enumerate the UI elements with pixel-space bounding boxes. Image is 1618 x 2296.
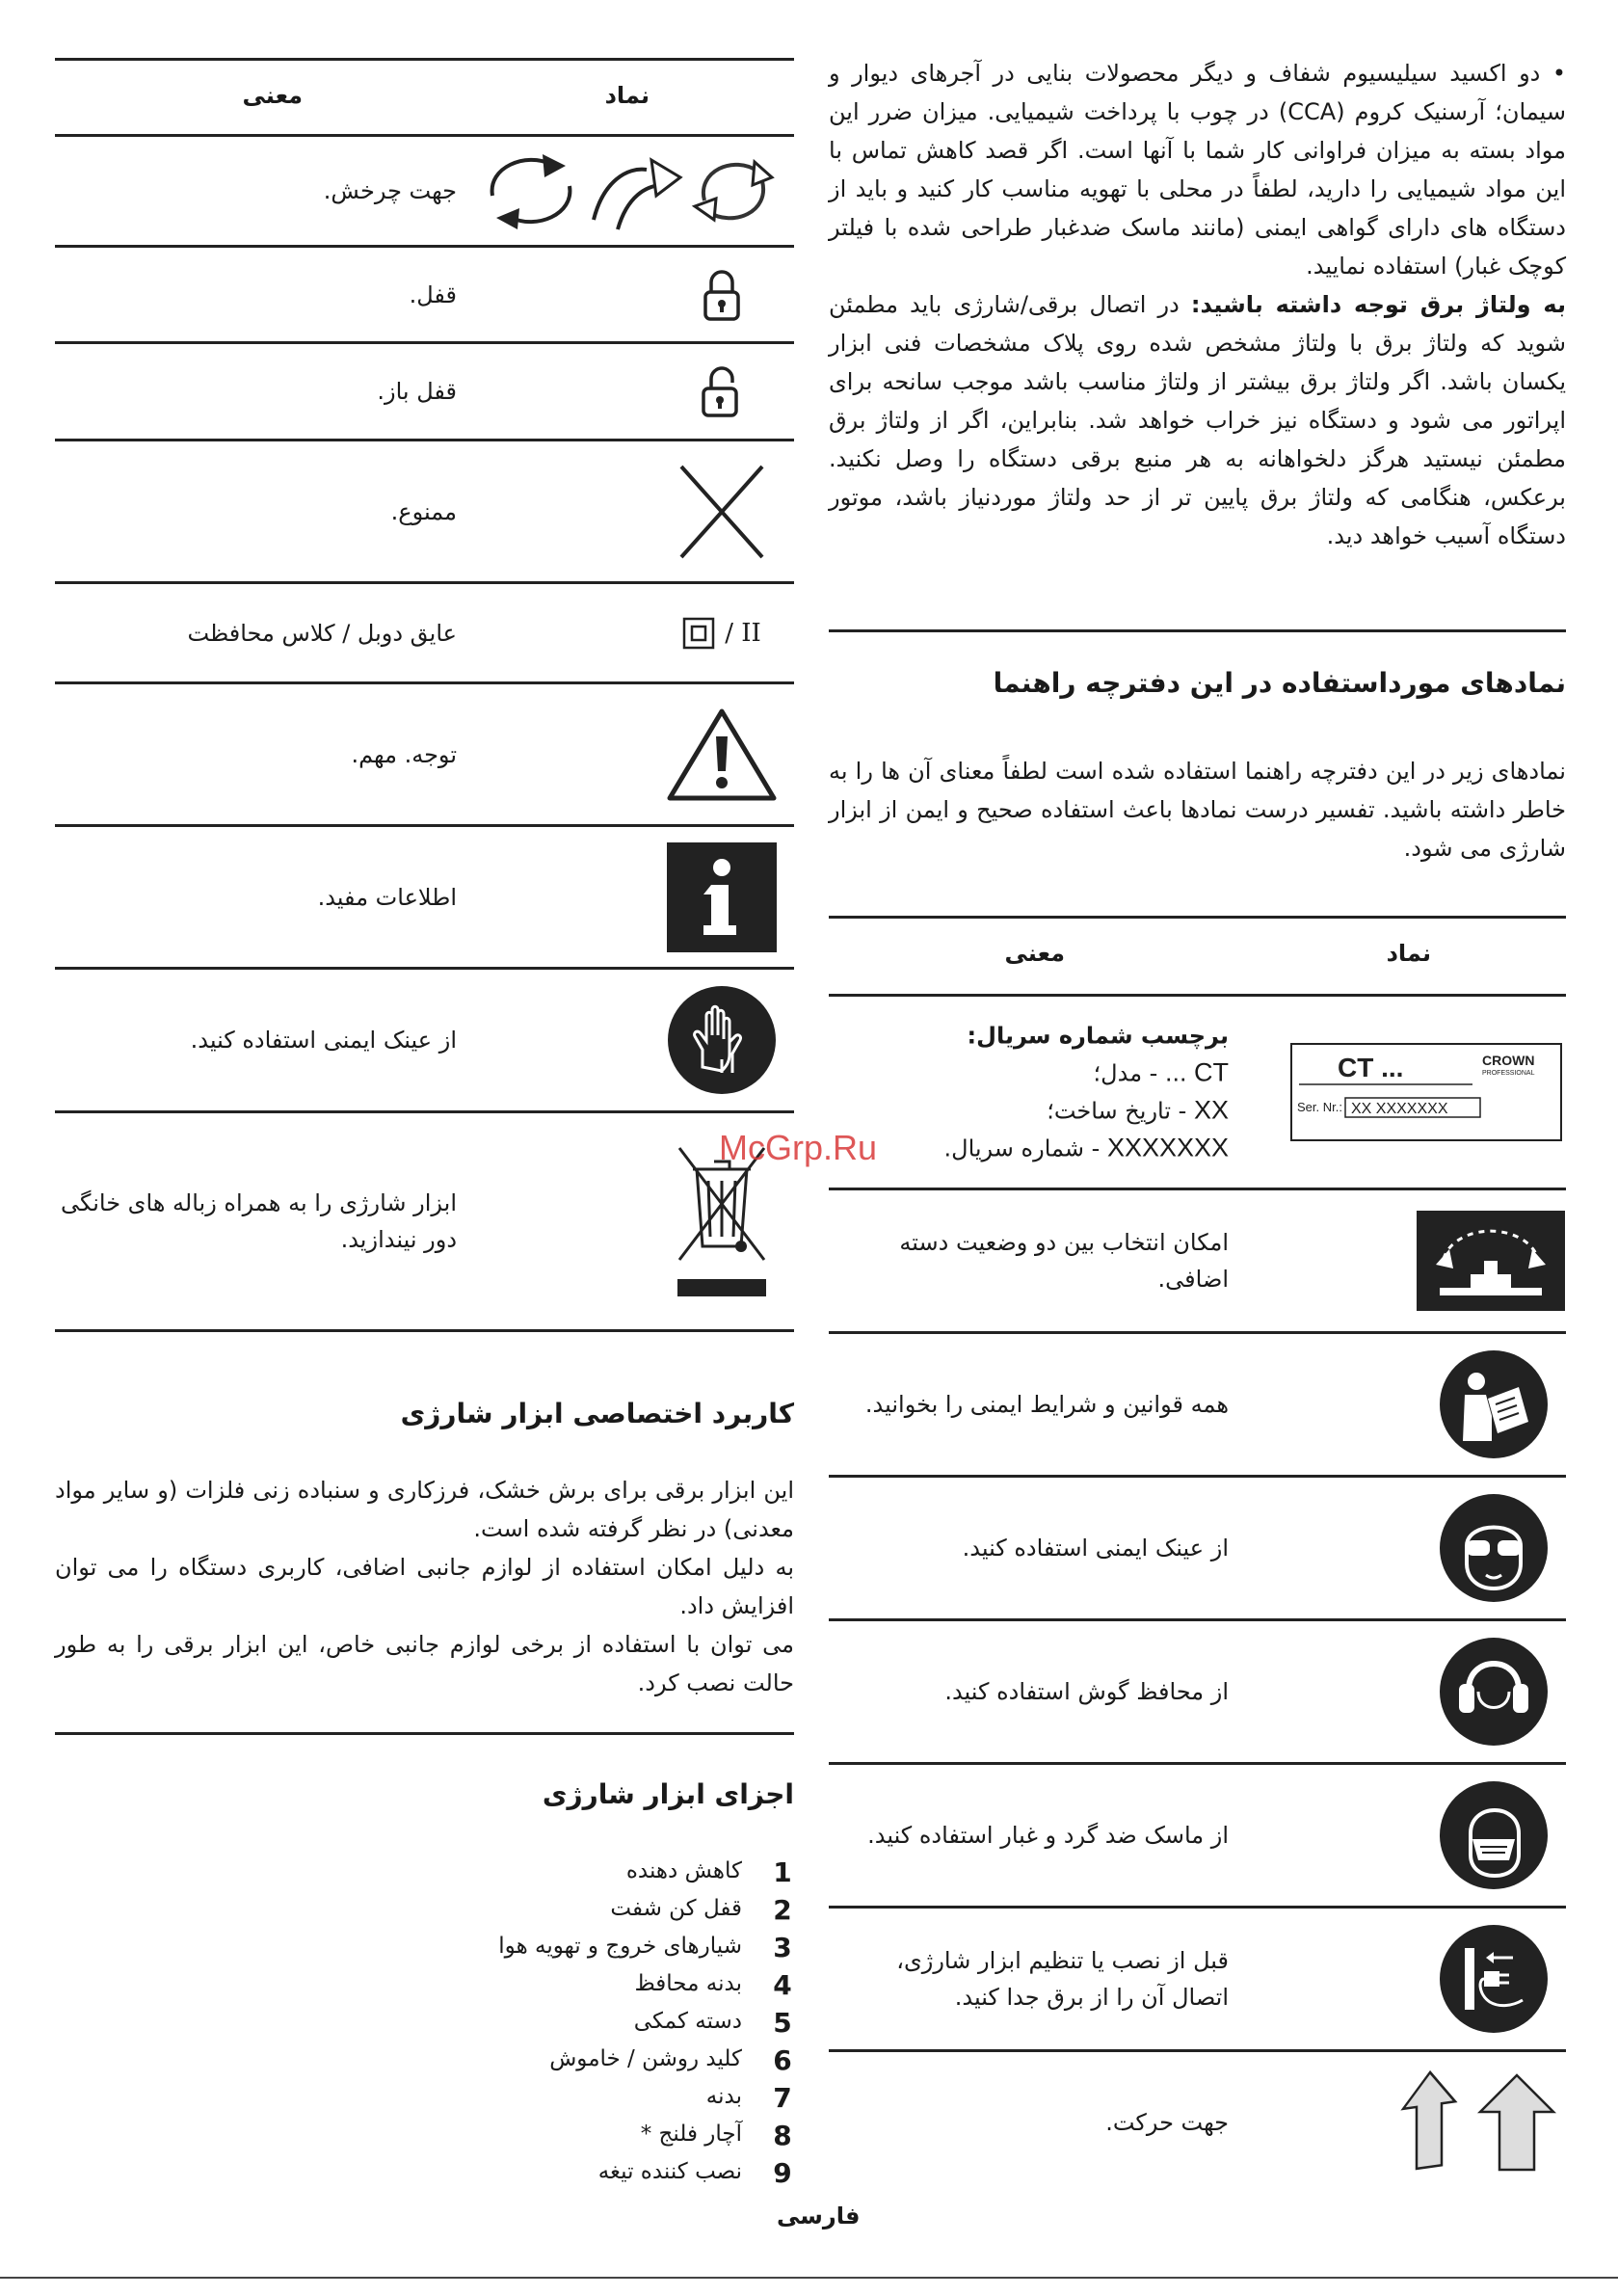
table-row <box>829 997 1566 1190</box>
symbols-section-text: نمادهای زیر در این دفترچه راهنما استفاده شده است لطفاً معنای آن ها را به خاطر داشته باشید. تفسیر درست نمادها باعث استفاده صحیح و ایمن از ابزار شارژی می شود. <box>829 758 1566 862</box>
part-label: بدنه <box>705 2084 742 2109</box>
serial-value: XXXXXXX <box>1106 1133 1229 1162</box>
warning-triangle-icon <box>659 706 784 804</box>
part-number: 6 <box>773 2044 792 2076</box>
serial-line-model <box>838 1055 1229 1092</box>
bullet-paragraph <box>829 54 1566 285</box>
dust-mask-icon <box>1431 1779 1556 1891</box>
voltage-paragraph <box>829 285 1566 555</box>
safety-glasses-icon <box>1431 1492 1556 1604</box>
symbols-table-right <box>829 916 1566 2193</box>
plate-brand: CROWN <box>1482 1053 1535 1068</box>
plate-sernr-label: Ser. Nr.: <box>1297 1100 1342 1114</box>
meaning-text: ابزار شارژی را به همراه زباله های خانگی دور نیندازید. <box>60 1189 457 1253</box>
serial-legend <box>838 1018 1229 1167</box>
voltage-heading: به ولتاژ برق توجه داشته باشید: <box>1190 291 1566 318</box>
part-number: 1 <box>773 1856 792 1888</box>
bottom-rule <box>0 2277 1618 2279</box>
safety-gloves-icon <box>659 984 784 1096</box>
intended-use-title: کاربرد اختصاصی ابزار شارژی <box>400 1398 794 1429</box>
meaning-text: همه قوانین و شرایط ایمنی را بخوانید. <box>864 1391 1229 1418</box>
part-label: قفل کن شفت <box>610 1896 742 1921</box>
parts-list <box>409 1858 794 2197</box>
part-number: 8 <box>773 2120 792 2151</box>
ear-protection-icon <box>1431 1636 1556 1748</box>
meaning-text: توجه. مهم. <box>351 740 457 768</box>
intro-text <box>829 54 1566 555</box>
meaning-text: از محافظ گوش استفاده کنید. <box>944 1678 1229 1705</box>
parts-list-item <box>409 2084 794 2122</box>
table-row <box>829 1478 1566 1621</box>
table-row <box>55 137 794 248</box>
header-meaning: معنی <box>242 82 303 109</box>
meaning-text: از عینک ایمنی استفاده کنید. <box>962 1535 1229 1562</box>
serial-line-serial <box>838 1130 1229 1167</box>
plate-serial: XX XXXXXXX <box>1351 1101 1448 1117</box>
lock-open-icon <box>659 363 784 419</box>
symbols-section-title: نمادهای مورداستفاده در این دفترچه راهنما <box>993 667 1566 699</box>
table-row <box>55 970 794 1113</box>
unplug-icon <box>1431 1923 1556 2035</box>
table-row <box>55 344 794 441</box>
handle-position-icon <box>1416 1211 1566 1311</box>
meaning-text: ممنوع. <box>390 497 457 525</box>
table-row <box>55 441 794 584</box>
part-label: نصب کننده تیغه <box>597 2159 742 2184</box>
serial-title: برچسب شماره سریال: <box>967 1022 1229 1050</box>
table-row <box>829 1190 1566 1334</box>
read-manual-icon <box>1431 1348 1556 1460</box>
meaning-text: قفل باز. <box>377 378 457 405</box>
table-row <box>55 248 794 344</box>
part-label: کلید روشن / خاموش <box>549 2046 742 2071</box>
table-row <box>55 827 794 970</box>
plate-brand-sub: PROFESSIONAL <box>1482 1070 1535 1077</box>
intended-use-p2: به دلیل امکان استفاده از لوازم جانبی اضافی، کاربری دستگاه را می توان افزایش داد. <box>55 1554 794 1619</box>
model-value: CT ... <box>1164 1057 1229 1087</box>
parts-list-item <box>409 1858 794 1896</box>
intended-use-text <box>55 1471 794 1702</box>
bullet-text: دو اکسید سیلیسیوم شفاف و دیگر محصولات بنایی در آجرهای دیوار و سیمان؛ آرسنیک کروم (CCA) در چوب با پرداخت شیمیایی. میزان ضرر این مواد بسته به میزان فراوانی کار شما با آنها است. اگر قصد کاهش تماس با این مواد شیمیایی را دارید، لطفاً در محلی با تهویه مناسب کار کنید و باید از دستگاه های دارای گواهی ایمنی (مانند ماسک ضدغبار طراحی شده با فیلتر کوچک غبار) استفاده نمایید. <box>829 60 1566 280</box>
date-label: - تاریخ ساخت؛ <box>1047 1097 1187 1125</box>
parts-list-item <box>409 2122 794 2159</box>
divider <box>55 1732 794 1735</box>
parts-title: اجزای ابزار شارژی <box>542 1778 794 1810</box>
table-row <box>829 1909 1566 2052</box>
intended-use-p3: می توان با استفاده از برخی لوازم جانبی خاص، این ابزار برقی را به طور حالت نصب کرد. <box>55 1631 794 1696</box>
table-row <box>829 1621 1566 1765</box>
part-number: 9 <box>773 2157 792 2189</box>
meaning-text: امکان انتخاب بین دو وضعیت دسته اضافی. <box>899 1229 1229 1293</box>
movement-direction-icon <box>1393 2068 1566 2177</box>
intended-use-p1: این ابزار برقی برای برش خشک، فرزکاری و سنباده زنی فلزات (و سایر مواد معدنی) در نظر گرفته شده است. <box>55 1477 794 1542</box>
table-row <box>829 2052 1566 2193</box>
table-row <box>829 1765 1566 1909</box>
meaning-text: قفل. <box>409 280 457 308</box>
part-number: 4 <box>773 1969 792 2001</box>
bullet-dot: • <box>1540 60 1566 87</box>
table-row <box>829 1334 1566 1478</box>
parts-list-item <box>409 1971 794 2009</box>
serial-line-date <box>838 1092 1229 1130</box>
header-meaning: معنی <box>1004 940 1065 967</box>
meaning-text: از ماسک ضد گرد و غبار استفاده کنید. <box>867 1822 1229 1849</box>
table-header <box>55 58 794 137</box>
lock-closed-icon <box>659 267 784 323</box>
meaning-text: جهت حرکت. <box>1105 2109 1229 2136</box>
parts-list-item <box>409 1896 794 1934</box>
double-insulation-icon <box>659 617 784 650</box>
date-value: XX <box>1193 1095 1229 1125</box>
meaning-text: عایق دوبل / کلاس محافظت <box>187 619 457 647</box>
part-label: بدنه محافظ <box>634 1971 742 1996</box>
rotation-direction-icon <box>468 143 786 239</box>
header-symbol: نماد <box>604 82 650 109</box>
part-number: 3 <box>773 1932 792 1963</box>
serial-label: - شماره سریال. <box>943 1135 1101 1162</box>
serial-plate <box>1286 1042 1566 1142</box>
parts-list-item <box>409 2159 794 2197</box>
part-label: دسته کمکی <box>633 2009 742 2034</box>
part-number: 7 <box>773 2082 792 2114</box>
meaning-text: قبل از نصب یا تنظیم ابزار شارژی، اتصال آن را از برق جدا کنید. <box>896 1947 1229 2011</box>
plate-model: CT ... <box>1338 1053 1404 1082</box>
divider <box>829 629 1566 632</box>
part-label: آچار فلنج * <box>640 2122 742 2147</box>
part-label: کاهش دهنده <box>625 1858 742 1883</box>
table-row <box>55 684 794 827</box>
information-icon <box>659 842 784 952</box>
symbols-table-left <box>55 58 794 1332</box>
voltage-text: در اتصال برقی/شارژی باید مطمئن شوید که ولتاژ برق با ولتاژ مشخص شده روی پلاک مشخصات فنی ابزار یکسان باشد. اگر ولتاژ برق بیشتر از ولتاژ مناسب باشد موجب سانحه برای اپراتور می شود و دستگاه نیز خراب خواهد شد. بنابراین، اگر از ولتاژ برق مطمئن نیستید هرگز دلخواهانه به هر منبع برقی دستگاه را وصل نکنید. برعکس، هنگامی که ولتاژ برق پایین تر از حد ولتاژ موردنیاز باشد، موتور دستگاه آسیب خواهد دید. <box>829 291 1566 549</box>
part-number: 5 <box>773 2007 792 2039</box>
header-symbol: نماد <box>1386 940 1431 967</box>
forbidden-cross-icon <box>659 459 784 565</box>
part-number: 2 <box>773 1894 792 1926</box>
footer-language: فارسی <box>777 2203 861 2229</box>
table-row <box>55 1113 794 1332</box>
meaning-text: از عینک ایمنی استفاده کنید. <box>190 1027 457 1054</box>
table-header <box>829 916 1566 997</box>
part-label: شیارهای خروج و تهویه هوا <box>498 1934 742 1959</box>
watermark: McGrp.Ru <box>719 1128 878 1167</box>
meaning-text: جهت چرخش. <box>323 177 457 204</box>
table-row <box>55 584 794 684</box>
parts-list-item <box>409 2046 794 2084</box>
parts-list-item <box>409 1934 794 1971</box>
meaning-text: اطلاعات مفید. <box>317 883 457 911</box>
model-label: - مدل؛ <box>1093 1059 1158 1087</box>
parts-list-item <box>409 2009 794 2046</box>
insulation-class-text: / II <box>725 618 761 648</box>
